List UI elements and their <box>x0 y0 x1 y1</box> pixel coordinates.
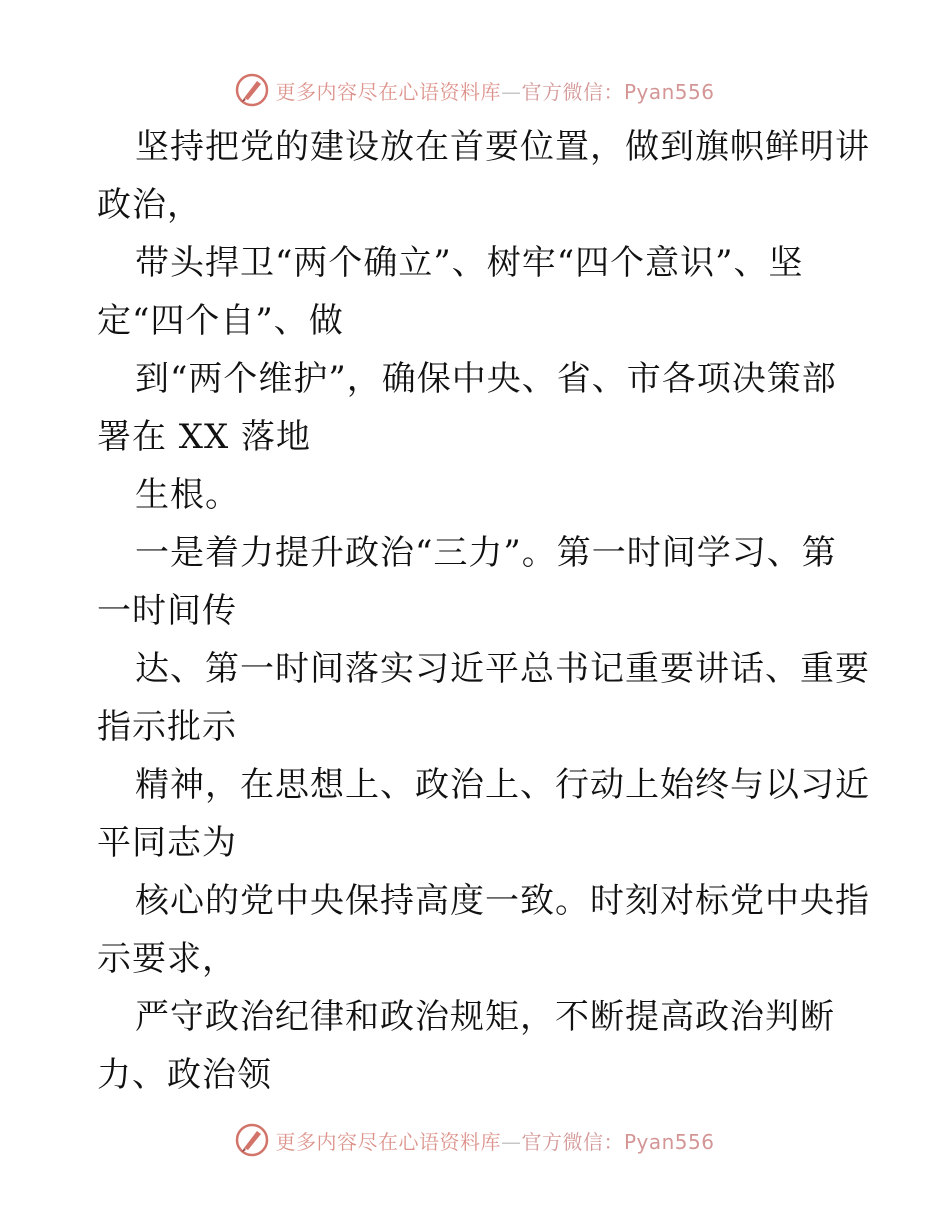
text-line: 力、政治领 <box>97 1055 272 1095</box>
text-line: 达、第一时间落实习近平总书记重要讲话、重要 <box>135 649 870 689</box>
quill-pen-logo-icon <box>235 73 269 107</box>
text-line: 严守政治纪律和政治规矩，不断提高政治判断 <box>135 997 835 1037</box>
text-line: 定“四个自”、做 <box>97 301 344 341</box>
text-line: 生根。 <box>135 475 240 515</box>
text-line: 精神，在思想上、政治上、行动上始终与以习近 <box>135 765 870 805</box>
header-banner-contact: 官方微信：Pyan556 <box>521 79 715 104</box>
text-line: 署在 XX 落地 <box>97 417 312 457</box>
text-line: 示要求， <box>97 939 237 979</box>
quill-pen-logo-icon <box>235 1123 269 1157</box>
text-line: 坚持把党的建设放在首要位置，做到旗帜鲜明讲 <box>135 127 870 167</box>
document-body <box>97 118 870 1104</box>
text-line: 政治， <box>97 185 202 225</box>
footer-banner-text <box>275 1126 714 1155</box>
text-line: 指示批示 <box>97 707 237 747</box>
text-line: 平同志为 <box>97 823 237 863</box>
footer-banner-contact: 官方微信：Pyan556 <box>521 1129 715 1154</box>
text-line: 到“两个维护”，确保中央、省、市各项决策部 <box>135 359 837 399</box>
text-line: 带头捍卫“两个确立”、树牢“四个意识”、坚 <box>135 243 804 283</box>
footer-banner-title: 更多内容尽在心语资料库 <box>275 1129 501 1154</box>
text-line: 核心的党中央保持高度一致。时刻对标党中央指 <box>135 881 870 921</box>
header-banner-separator: — <box>500 79 522 104</box>
footer-banner-separator: — <box>500 1129 522 1154</box>
footer-watermark-banner <box>0 1120 950 1160</box>
text-line: 一是着力提升政治“三力”。第一时间学习、第 <box>135 533 837 573</box>
header-watermark-banner <box>0 70 950 110</box>
text-line: 一时间传 <box>97 591 237 631</box>
header-banner-text <box>275 76 714 105</box>
header-banner-title: 更多内容尽在心语资料库 <box>275 79 501 104</box>
